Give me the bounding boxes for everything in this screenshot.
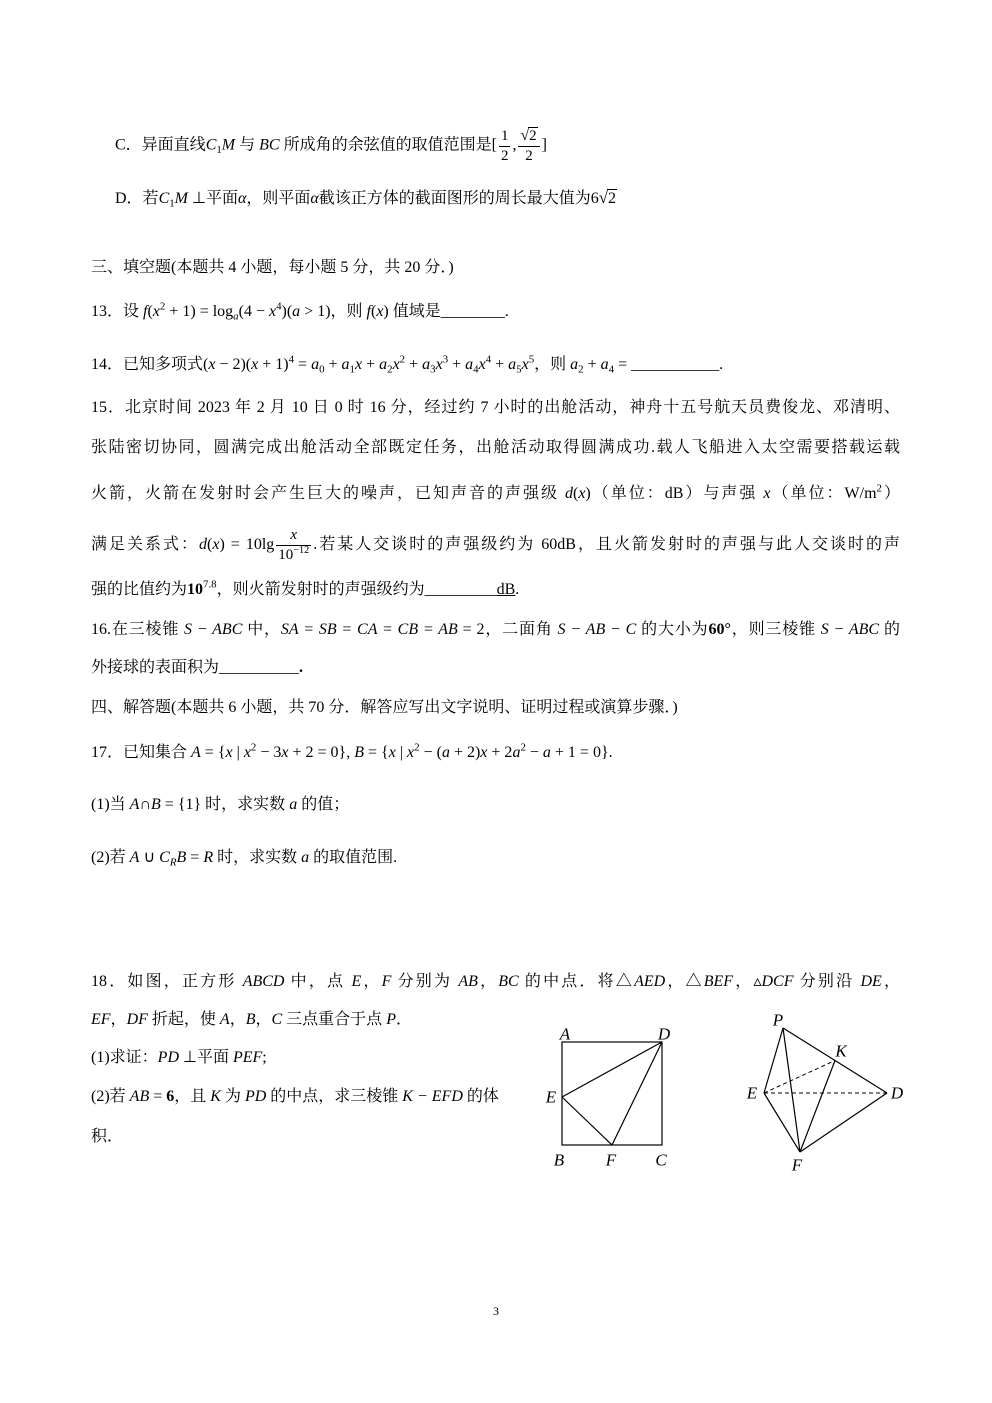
segment-ef [562,1097,612,1145]
text-run: . [393,849,398,866]
math-variable: x [388,744,396,761]
bold-text: 60° [708,621,731,638]
text-run: = [149,1088,167,1105]
subscript: 5 [516,363,522,376]
subscript: 1 [216,144,222,157]
text-run: ，则火箭发射时的声强级约为 [216,581,425,598]
text-run: ( [147,303,153,320]
math-variable: S − ABC [183,621,243,638]
square-root [599,186,617,211]
math-variable: P [386,1011,396,1028]
segment-ed [562,1042,662,1097]
text-run: .若某人交谈时的声强级约为 60dB，且火箭发射时的声强与此人交谈时的声 [313,536,900,554]
text-run: + [448,356,466,373]
superscript: 2 [876,482,882,495]
option-d [115,186,617,211]
text-run: (1)当 [91,796,130,813]
math-variable: a [422,356,431,373]
text-run: 截该正方体的截面图形的周长最大值为 [318,190,591,207]
math-variable: f [143,303,148,320]
square-root [520,127,537,145]
text-run: . [504,303,509,320]
vertex-label-f: F [791,1155,803,1175]
superscript: 7.8 [203,578,217,591]
text-run: + 1) = log [165,303,234,320]
vertex-label-c: C [655,1150,667,1170]
edge-ef [764,1093,800,1152]
math-variable: C [158,190,170,207]
question-17-part-1 [91,793,349,817]
math-variable: x [578,485,586,502]
text-run: ___________ [631,356,720,373]
math-variable: x [251,356,259,373]
math-variable: M [174,190,188,207]
text-run: ，则平面 [246,190,311,207]
text-run: + 2) [449,744,481,761]
math-variable: A [129,849,140,866]
text-run: ，▵ [733,973,762,990]
question-15-line-2 [91,436,900,460]
text-run: (2)若 [91,849,130,866]
math-variable: d [199,536,208,554]
math-variable: A [191,744,201,761]
math-variable: C [159,849,170,866]
text-run: 16.在三棱锥 [91,621,184,638]
math-variable: x [243,744,251,761]
question-18-line-3 [91,1046,267,1070]
text-run: ⊥平面 [179,1049,233,1066]
text-run: = {1} 时，求实数 [160,796,290,813]
square-figure [545,1025,671,1170]
math-variable: BC [498,973,519,990]
math-variable: K [210,1088,221,1105]
math-variable: d [564,485,573,502]
text-run: + [491,356,509,373]
text-run: 所成角的余弦值的取值范围是[ [279,136,497,154]
text-run: ， [881,973,900,990]
subscript: 1 [169,197,175,210]
text-run: + 2 [487,744,513,761]
math-variable: a [301,849,310,866]
pyramid-figure [746,1011,904,1175]
bold-text: . [299,659,304,676]
text-run: 三点重合于点 [282,1011,387,1028]
fraction-numerator [276,527,311,546]
text-run: ， [255,1011,272,1028]
radical-sign-icon: √ [598,188,609,207]
text-run: (4 − [238,303,269,320]
question-17-part-2 [91,846,397,870]
superscript: 4 [276,300,282,313]
text-run: 14．已知多项式( [91,356,209,373]
math-variable: x [290,527,298,543]
text-run: ) = 10lg [219,536,275,554]
math-variable: a [341,356,350,373]
math-variable: S − ABC [820,621,880,638]
question-15-line-5 [91,578,519,602]
text-run: + 2 = 0}, [288,744,355,761]
text-run: )（单位：dB）与声强 [585,485,764,502]
text-run: （单位：W/m [770,485,877,502]
section-4-heading [91,696,678,720]
math-variable: x [354,356,363,373]
math-variable: a [289,796,298,813]
text-run: 1 [500,127,509,144]
text-run: ________ [440,303,505,320]
text-run: 的中点，求三棱锥 [266,1088,403,1105]
vertex-label-f: F [605,1150,617,1170]
vertex-label-d: D [657,1024,671,1044]
question-15-line-3 [91,482,900,506]
text-run: 2 [500,147,509,164]
text-run: _________ [424,581,497,598]
math-subscript: R [169,856,177,869]
segment-fd [612,1042,662,1145]
text-run: = [294,356,312,373]
question-16-line-1 [91,618,900,642]
text-run: 强的比值约为 [91,581,188,598]
math-variable: M [221,136,236,154]
fraction [276,527,311,564]
text-run: 中，点 [284,973,352,990]
math-variable: a [441,744,450,761]
text-run: 的 [879,621,900,638]
text-run: − [525,744,543,761]
math-variable: B [176,849,187,866]
text-run: ． [395,1011,412,1028]
text-run: | [395,744,408,761]
text-run: ) 值域是 [383,303,441,320]
math-variable: C [271,1011,283,1028]
text-run: 与 [235,136,260,154]
math-variable: K − EFD [402,1088,463,1105]
fraction-numerator [518,127,539,147]
text-run: (2)若 [91,1088,130,1105]
question-18-line-1 [91,970,900,994]
text-run: ， [110,1011,127,1028]
subscript: 4 [608,363,615,376]
math-variable: a [512,744,521,761]
text-run: − 2)( [215,356,252,373]
text-run: ，则三棱锥 [730,621,821,638]
math-variable: x [521,356,529,373]
radical-sign-icon: √ [520,127,530,144]
math-variable: a [311,356,320,373]
radicand: 2 [529,128,537,144]
math-variable: AB [129,1088,150,1105]
text-run: 13．设 [91,303,144,320]
math-variable: x [376,303,384,320]
text-run: = { [364,744,389,761]
math-variable: B [354,744,365,761]
math-variable: α [237,190,247,207]
text-run: 外接球的表面积为 [91,659,220,676]
text-run: 满足关系式： [91,536,200,554]
text-run: 四、解答题(本题共 6 小题，共 70 分．解答应写出文字说明、证明过程或演算步骤．) [91,699,678,716]
math-variable: x [407,744,415,761]
bold-text: 10 [187,581,204,598]
math-variable: α [310,190,319,207]
text-run: ∩ [139,796,152,813]
subscript: 2 [387,363,393,376]
text-run: | [232,744,244,761]
edge-pe [764,1028,783,1093]
vertex-label-b: B [553,1150,565,1170]
math-variable: B [151,796,161,813]
subscript: 4 [473,363,479,376]
math-variable: x [392,356,400,373]
option-c [115,127,547,165]
superscript: 2 [250,741,257,754]
text-run: + [324,356,342,373]
subscript: 1 [349,363,355,376]
math-variable: a [542,744,551,761]
superscript: 3 [442,353,449,366]
text-run: ） [881,485,900,502]
text-run: 积． [91,1128,124,1145]
fraction [499,128,511,165]
math-variable: f [366,303,371,320]
text-run: 火箭，火箭在发射时会产生巨大的噪声，已知声音的声强级 [91,485,565,502]
text-run: 17．已知集合 [91,744,192,761]
text-run: ， [477,973,499,990]
text-run: )( [281,303,293,320]
text-run: ∪ [139,849,160,866]
superscript: −12 [293,544,310,556]
fraction-denominator [518,147,539,165]
edge-fd [800,1093,887,1152]
superscript: 2 [159,300,166,313]
text-run: 时，求实数 [213,849,302,866]
math-variable: x [435,356,443,373]
math-variable: x [212,536,220,554]
text-run: 张陆密切协同，圆满完成出舱活动全部既定任务，出舱活动取得圆满成功.载人飞船进入太空需要搭载运载 [91,439,900,456]
vertex-label-k: K [835,1041,847,1061]
math-variable: E [351,973,362,990]
fraction-denominator [276,546,311,564]
text-run: , [512,136,517,154]
math-variable: A [219,1011,230,1028]
subscript: 0 [319,363,325,376]
math-variable: AB [458,973,478,990]
math-variable: DE [860,973,882,990]
text-run: . [515,581,520,598]
text-run: 6 [590,190,599,207]
text-run: + [405,356,423,373]
text-run: ( [572,485,579,502]
math-variable: DCF [761,973,794,990]
math-variable: ABCD [242,973,285,990]
text-run: 折起，使 [147,1011,220,1028]
underlined-text: dB [496,581,516,598]
math-variable: C [205,136,217,154]
math-variable: a [465,356,474,373]
math-variable: x [225,744,233,761]
text-run: ，且 [174,1088,211,1105]
text-run: + 1) [258,356,289,373]
math-variable: a [508,356,517,373]
question-18-line-2 [91,1008,412,1032]
math-variable: x [480,744,488,761]
math-variable: a [570,356,579,373]
text-run: 三、填空题(本题共 4 小题，每小题 5 分，共 20 分．) [91,259,454,276]
question-15-line-4 [91,527,900,564]
text-run: 分别沿 [793,973,861,990]
text-run: ，△ [665,973,704,990]
text-run: 2 [525,148,533,164]
superscript: 4 [485,353,492,366]
math-variable: AED [634,973,666,990]
math-variable: DF [126,1011,148,1028]
math-variable: EF [91,1011,111,1028]
text-run: ; [262,1049,267,1066]
text-run: = [614,356,632,373]
superscript: 4 [288,353,295,366]
bold-text: 6 [166,1088,175,1105]
math-variable: a [600,356,609,373]
text-run: (1)求证： [91,1049,158,1066]
vertex-label-d: D [890,1083,904,1103]
math-variable: x [208,356,216,373]
vertex-label-e: E [545,1087,557,1107]
math-variable: PEF [232,1049,263,1066]
math-variable: BEF [703,973,734,990]
math-subscript: a [233,310,239,323]
math-variable: BC [259,136,280,154]
text-run: . [719,356,724,373]
math-variable: x [763,485,771,502]
question-15-line-1 [91,396,900,420]
math-variable: PD [244,1088,267,1105]
text-run: = { [200,744,226,761]
edge-pf [783,1028,800,1152]
math-variable: x [152,303,160,320]
text-run: . [608,744,613,761]
text-run: 的取值范围 [309,849,394,866]
text-run: 分别为 [391,973,459,990]
superscript: 2 [414,741,420,754]
text-run: ， [229,1011,246,1028]
text-run: ( [370,303,377,320]
vertex-label-p: P [772,1010,784,1030]
superscript: 5 [528,353,535,366]
fraction-numerator [499,128,511,147]
text-run: __________ [219,659,300,676]
text-run: = [186,849,204,866]
text-run: + [362,356,380,373]
math-variable: PD [157,1049,179,1066]
question-16-line-2 [91,656,303,680]
math-variable: R [203,849,214,866]
text-run: > 1)，则 [300,303,367,320]
text-run: + 1 = 0} [550,744,609,761]
text-run: ] [541,136,547,154]
text-run: C．异面直线 [115,136,206,154]
math-variable: x [281,744,289,761]
math-variable: B [245,1011,256,1028]
math-variable: x [268,303,277,320]
page-number: 3 [493,1304,499,1318]
superscript: 2 [399,353,406,366]
vertex-label-a: A [559,1024,571,1044]
math-variable: a [379,356,388,373]
fraction-denominator [499,147,511,165]
radicand: 2 [608,190,617,207]
section-3-heading [91,256,454,280]
text-run: = 2，二面角 [457,621,558,638]
text-run: ( [207,536,213,554]
text-run: 10 [278,547,294,563]
math-variable: SA = SB = CA = CB = AB [280,621,458,638]
math-variable: A [129,796,140,813]
text-run: + [583,356,601,373]
text-run: − 3 [256,744,282,761]
question-17-stem [91,741,613,765]
square-abcd-outline [562,1042,662,1145]
text-run: D．若 [115,190,159,207]
text-run: 15．北京时间 2023 年 2 月 10 日 0 时 16 分，经过约 7 小时的出舱活动，神舟十五号航天员费俊龙、邓清明、 [91,399,900,416]
text-run: ⊥平面 [188,190,238,207]
math-variable: F [381,973,392,990]
text-run: 的大小为 [636,621,709,638]
text-run: 18．如图，正方形 [91,973,243,990]
question-14 [91,353,723,377]
subscript: 2 [578,363,584,376]
text-run: 的体 [462,1088,499,1105]
vertex-label-e: E [746,1083,758,1103]
text-run: 的中点．将△ [518,973,635,990]
text-run: − ( [419,744,442,761]
fraction [518,127,539,165]
subscript: 3 [430,363,436,376]
question-18-line-4 [91,1085,499,1109]
question-18-figures [540,1005,920,1180]
math-variable: S − AB − C [557,621,637,638]
math-variable: x [478,356,486,373]
text-run: 为 [220,1088,245,1105]
text-run: ， [361,973,382,990]
question-13 [91,300,509,324]
math-variable: a [292,303,301,320]
text-run: 中， [242,621,281,638]
text-run: ，则 [534,356,571,373]
superscript: 2 [520,741,526,754]
text-run: 的值； [297,796,350,813]
question-18-line-5 [91,1125,123,1149]
